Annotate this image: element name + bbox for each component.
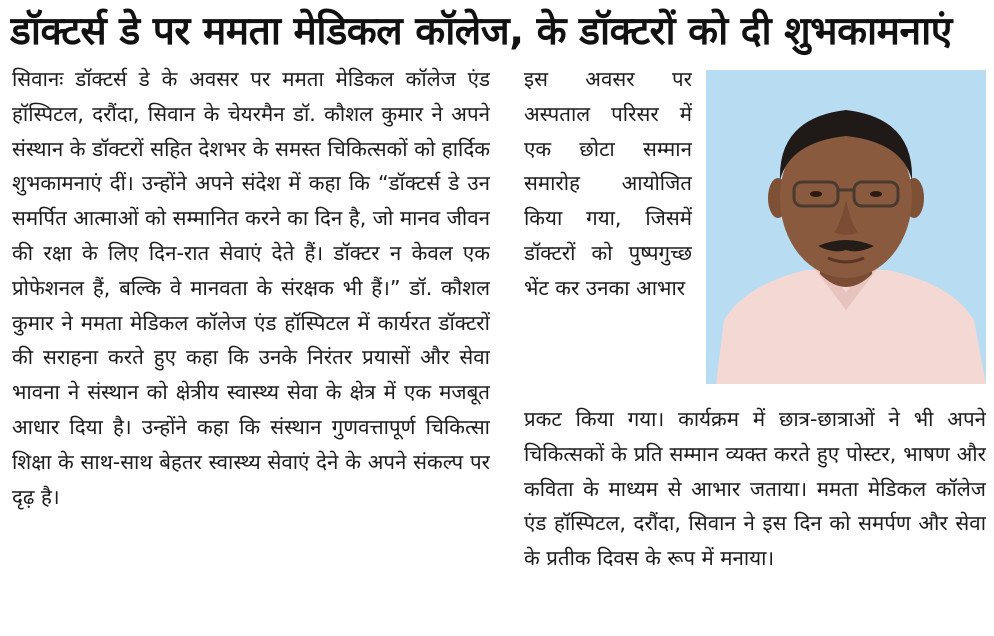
headline: डॉक्टर्स डे पर ममता मेडिकल कॉलेज, के डॉक्टरों को दी शुभकामनाएं	[10, 9, 952, 54]
right-eye	[870, 191, 882, 197]
article-middle-column: इस अवसर पर अस्पताल परिसर में एक छोटा सम्मान समारोह आयोजित किया गया, जिसमें डॉक्टरों को पुष्पगुच्छ भेंट कर उनका आभार	[524, 67, 692, 300]
portrait-illustration	[706, 70, 986, 384]
left-eye	[810, 191, 822, 197]
portrait-photo	[706, 70, 986, 384]
article-bottom-column: प्रकट किया गया। कार्यक्रम में छात्र-छात्राओं ने भी अपने चिकित्सकों के प्रति सम्मान व्यक्त करते हुए पोस्टर, भाषण और कविता के माध्यम से आभार जताया। ममता मेडिकल कॉलेज एंड हॉस्पिटल, दरौंदा, सिवान ने इस दिन को समर्पण और सेवा के प्रतीक दिवस के रूप में मनाया।	[524, 407, 986, 571]
article-left-column: सिवानः डॉक्टर्स डे के अवसर पर ममता मेडिकल कॉलेज एंड हॉस्पिटल, दरौंदा, सिवान के चेयरमैन डॉ. कौशल कुमार ने अपने संस्थान के डॉक्टरों सहित देशभर के समस्त चिकित्सकों को हार्दिक शुभकामनाएं दीं। उन्होंने अपने संदेश में कहा कि “डॉक्टर्स डे उन समर्पित आत्माओं को सम्मानित करने का दिन है, जो मानव जीवन की रक्षा के लिए दिन-रात सेवाएं देते हैं। डॉक्टर न केवल एक प्रोफेशनल हैं, बल्कि वे मानवता के संरक्षक भी हैं।” डॉ. कौशल कुमार ने ममता मेडिकल कॉलेज एंड हॉस्पिटल में कार्यरत डॉक्टरों की सराहना करते हुए कहा कि उनके निरंतर प्रयासों और सेवा भावना ने संस्थान को क्षेत्रीय स्वास्थ्य सेवा के क्षेत्र में एक मजबूत आधार दिया है। उन्होंने कहा कि संस्थान गुणवत्तापूर्ण चिकित्सा शिक्षा के साथ-साथ बेहतर स्वास्थ्य सेवाएं देने के अपने संकल्प पर दृढ़ है।	[12, 67, 490, 509]
